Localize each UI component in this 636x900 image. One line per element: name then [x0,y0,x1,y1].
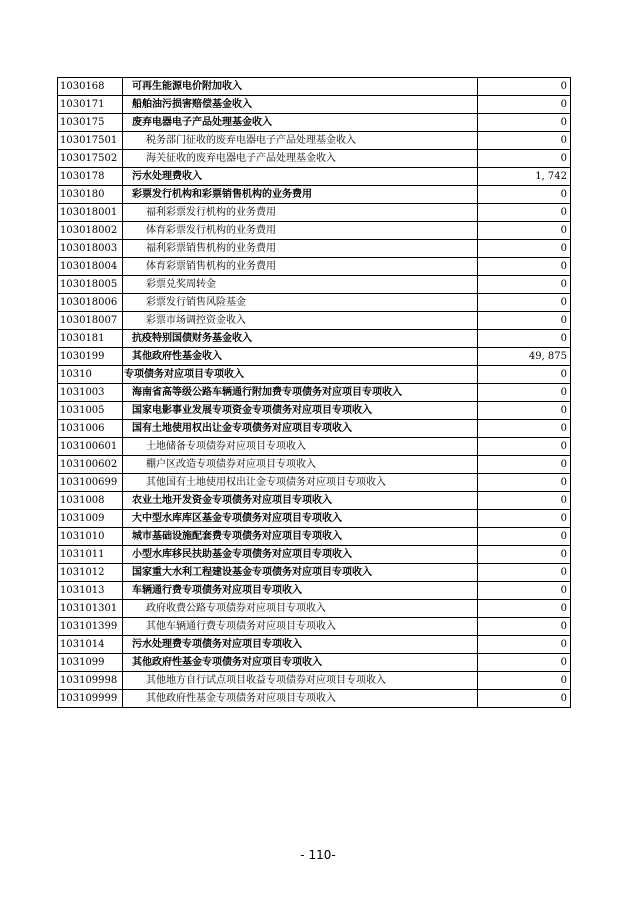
amount-cell: 0 [478,402,571,420]
item-name-cell: 专项债务对应项目专项收入 [123,366,478,384]
table-row [58,384,571,402]
amount-cell: 0 [478,456,571,474]
code-cell: 1031009 [58,510,123,528]
item-name-cell: 船舶油污损害赔偿基金收入 [123,96,478,114]
item-name-cell: 车辆通行费专项债务对应项目专项收入 [123,582,478,600]
code-cell: 1030181 [58,330,123,348]
table-row [58,600,571,618]
code-cell: 1031010 [58,528,123,546]
table-row [58,186,571,204]
item-name-cell: 彩票市场调控资金收入 [123,312,478,330]
item-name-cell: 其他政府性基金收入 [123,348,478,366]
table-row [58,564,571,582]
amount-cell: 0 [478,330,571,348]
item-name-cell: 国家电影事业发展专项资金专项债务对应项目专项收入 [123,402,478,420]
table-row [58,654,571,672]
code-cell: 1031003 [58,384,123,402]
code-cell: 1031008 [58,492,123,510]
code-cell: 103100699 [58,474,123,492]
code-cell: 1031006 [58,420,123,438]
table-row [58,240,571,258]
code-cell: 103101399 [58,618,123,636]
amount-cell: 0 [478,510,571,528]
amount-cell: 0 [478,240,571,258]
item-name-cell: 小型水库移民扶助基金专项债务对应项目专项收入 [123,546,478,564]
amount-cell: 0 [478,96,571,114]
code-cell: 1030180 [58,186,123,204]
amount-cell: 0 [478,654,571,672]
code-cell: 1031005 [58,402,123,420]
table-row [58,546,571,564]
code-cell: 1031011 [58,546,123,564]
item-name-cell: 抗疫特别国债财务基金收入 [123,330,478,348]
code-cell: 103017502 [58,150,123,168]
amount-cell: 0 [478,204,571,222]
amount-cell: 0 [478,690,571,708]
code-cell: 1030171 [58,96,123,114]
code-cell: 1031099 [58,654,123,672]
code-cell: 1030199 [58,348,123,366]
item-name-cell: 彩票发行机构和彩票销售机构的业务费用 [123,186,478,204]
budget-table [57,77,571,708]
table-row [58,168,571,186]
amount-cell: 1, 742 [478,168,571,186]
code-cell: 103101301 [58,600,123,618]
amount-cell: 0 [478,366,571,384]
table-row [58,366,571,384]
amount-cell: 0 [478,438,571,456]
item-name-cell: 国家重大水利工程建设基金专项债务对应项目专项收入 [123,564,478,582]
table-row [58,150,571,168]
code-cell: 103018005 [58,276,123,294]
amount-cell: 0 [478,258,571,276]
table-row [58,474,571,492]
item-name-cell: 农业土地开发资金专项债务对应项目专项收入 [123,492,478,510]
item-name-cell: 污水处理费专项债务对应项目专项收入 [123,636,478,654]
table-row [58,618,571,636]
amount-cell: 0 [478,186,571,204]
code-cell: 103100601 [58,438,123,456]
item-name-cell: 政府收费公路专项债券对应项目专项收入 [123,600,478,618]
table-row [58,222,571,240]
amount-cell: 0 [478,114,571,132]
item-name-cell: 国有土地使用权出让金专项债务对应项目专项收入 [123,420,478,438]
table-row [58,492,571,510]
amount-cell: 0 [478,420,571,438]
table-row [58,96,571,114]
table-row [58,420,571,438]
item-name-cell: 其他政府性基金专项债务对应项目专项收入 [123,654,478,672]
item-name-cell: 其他车辆通行费专项债务对应项目专项收入 [123,618,478,636]
item-name-cell: 彩票发行销售风险基金 [123,294,478,312]
item-name-cell: 大中型水库库区基金专项债务对应项目专项收入 [123,510,478,528]
item-name-cell: 城市基础设施配套费专项债务对应项目专项收入 [123,528,478,546]
table-row [58,636,571,654]
table-row [58,330,571,348]
item-name-cell: 其他政府性基金专项债务对应项目专项收入 [123,690,478,708]
amount-cell: 0 [478,222,571,240]
item-name-cell: 体育彩票发行机构的业务费用 [123,222,478,240]
item-name-cell: 其他国有土地使用权出让金专项债务对应项目专项收入 [123,474,478,492]
code-cell: 103018006 [58,294,123,312]
item-name-cell: 税务部门征收的废弃电器电子产品处理基金收入 [123,132,478,150]
page-number: - 110- [300,848,336,862]
amount-cell: 0 [478,564,571,582]
amount-cell: 0 [478,78,571,96]
table-body [58,78,571,708]
code-cell: 103109998 [58,672,123,690]
code-cell: 1030175 [58,114,123,132]
table-row [58,258,571,276]
code-cell: 1031013 [58,582,123,600]
code-cell: 103018007 [58,312,123,330]
amount-cell: 0 [478,276,571,294]
table-row [58,114,571,132]
code-cell: 103018003 [58,240,123,258]
amount-cell: 0 [478,312,571,330]
amount-cell: 0 [478,132,571,150]
item-name-cell: 污水处理费收入 [123,168,478,186]
code-cell: 1031014 [58,636,123,654]
item-name-cell: 其他地方自行试点项目收益专项债券对应项目专项收入 [123,672,478,690]
table-row [58,204,571,222]
item-name-cell: 废弃电器电子产品处理基金收入 [123,114,478,132]
amount-cell: 0 [478,636,571,654]
table-row [58,276,571,294]
amount-cell: 49, 875 [478,348,571,366]
table-row [58,294,571,312]
amount-cell: 0 [478,546,571,564]
amount-cell: 0 [478,600,571,618]
code-cell: 1031012 [58,564,123,582]
item-name-cell: 棚户区改造专项债券对应项目专项收入 [123,456,478,474]
item-name-cell: 福利彩票销售机构的业务费用 [123,240,478,258]
code-cell: 10310 [58,366,123,384]
item-name-cell: 可再生能源电价附加收入 [123,78,478,96]
table-row [58,456,571,474]
item-name-cell: 彩票兑奖周转金 [123,276,478,294]
code-cell: 1030178 [58,168,123,186]
table-row [58,438,571,456]
code-cell: 103100602 [58,456,123,474]
amount-cell: 0 [478,528,571,546]
amount-cell: 0 [478,384,571,402]
amount-cell: 0 [478,672,571,690]
item-name-cell: 海南省高等级公路车辆通行附加费专项债务对应项目专项收入 [123,384,478,402]
code-cell: 1030168 [58,78,123,96]
amount-cell: 0 [478,618,571,636]
table-row [58,402,571,420]
amount-cell: 0 [478,582,571,600]
table-row [58,132,571,150]
amount-cell: 0 [478,474,571,492]
item-name-cell: 体育彩票销售机构的业务费用 [123,258,478,276]
table-row [58,78,571,96]
code-cell: 103018004 [58,258,123,276]
code-cell: 103109999 [58,690,123,708]
code-cell: 103018001 [58,204,123,222]
table-row [58,510,571,528]
table-row [58,672,571,690]
amount-cell: 0 [478,150,571,168]
table-row [58,528,571,546]
table-row [58,582,571,600]
amount-cell: 0 [478,492,571,510]
table-row [58,690,571,708]
item-name-cell: 福利彩票发行机构的业务费用 [123,204,478,222]
amount-cell: 0 [478,294,571,312]
table-row [58,312,571,330]
code-cell: 103018002 [58,222,123,240]
item-name-cell: 海关征收的废弃电器电子产品处理基金收入 [123,150,478,168]
code-cell: 103017501 [58,132,123,150]
item-name-cell: 土地储备专项债券对应项目专项收入 [123,438,478,456]
table-row [58,348,571,366]
